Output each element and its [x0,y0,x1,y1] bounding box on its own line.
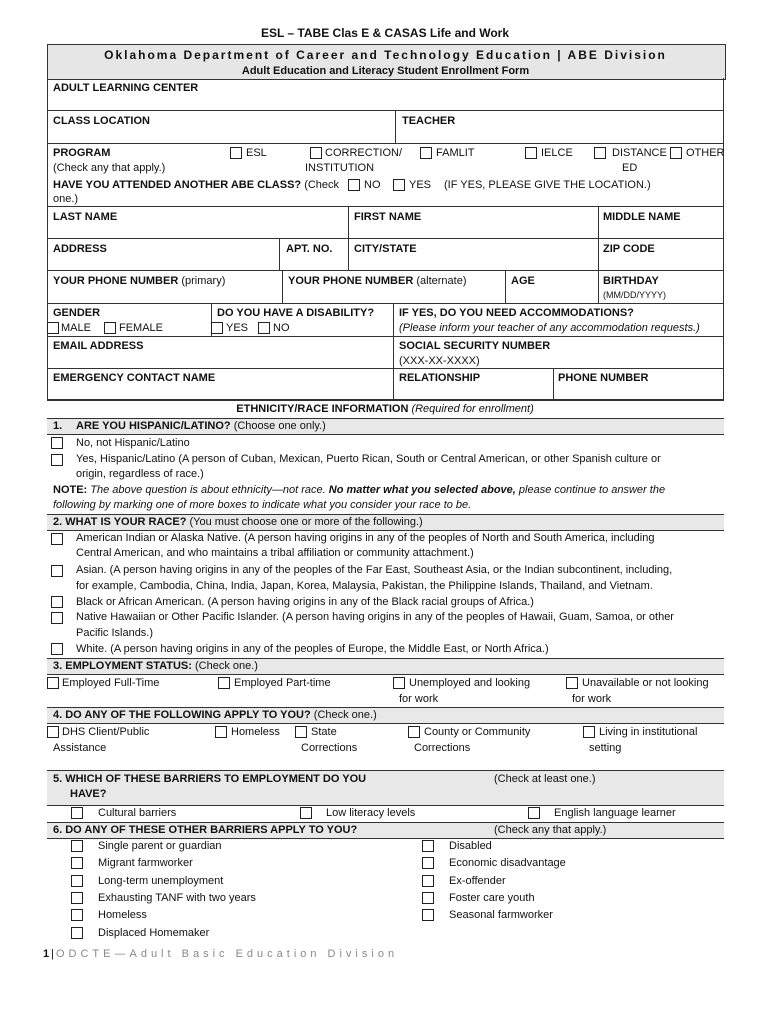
q1-question [76,420,326,432]
cultural-barriers-checkbox[interactable] [71,807,83,819]
q4-note: (Check one.) [313,709,377,721]
attended-no-label: NO [364,179,381,191]
phone-number-label: PHONE NUMBER [558,372,649,384]
race-asian-label-2: for example, Cambodia, China, India, Japan, Korea, Malaysia, Pakistan, the Philippine Islands, Thailand, and Vietnam. [76,580,653,592]
hispanic-yes-label-2: origin, regardless of race.) [76,468,204,480]
employed-part-time-label: Employed Part-time [234,677,331,689]
adult-learning-center-label: ADULT LEARNING CENTER [53,82,199,94]
race-hawaiian-label-2: Pacific Islands.) [76,627,154,639]
email-label: EMAIL ADDRESS [53,340,144,352]
disability-yes-checkbox[interactable] [211,322,223,334]
barrier-homeless-label: Homeless [98,909,147,921]
barrier-foster-checkbox[interactable] [422,892,434,904]
barrier-displaced-checkbox[interactable] [71,927,83,939]
hispanic-no-checkbox[interactable] [51,437,63,449]
unavailable-label-2: for work [572,693,612,705]
row-line [47,270,724,271]
birthday-label: BIRTHDAY [603,275,659,287]
attended-location-note: (IF YES, PLEASE GIVE THE LOCATION.) [444,179,651,191]
q5-note: (Check at least one.) [494,773,596,785]
q6-note: (Check any that apply.) [494,824,607,836]
attended-check-note: (Check [304,179,340,191]
barrier-homeless-checkbox[interactable] [71,909,83,921]
gender-male-checkbox[interactable] [47,322,59,334]
unemployed-checkbox[interactable] [393,677,405,689]
english-learner-label: English language learner [554,807,676,819]
q2-question [53,516,423,528]
col-line [553,368,554,400]
program-label: PROGRAM [53,147,111,159]
dhs-client-label-2: Assistance [53,742,107,754]
ssn-format: (XXX-XX-XXXX) [399,355,480,367]
row-line [47,336,724,337]
row-line [47,368,724,369]
q3-question [53,660,258,672]
note-text-a: The above question is about ethnicity—not race. [90,484,326,496]
first-name-label: FIRST NAME [354,211,422,223]
attended-label: HAVE YOU ATTENDED ANOTHER ABE CLASS? [53,179,302,191]
barrier-seasonal-checkbox[interactable] [422,909,434,921]
program-ed-label: ED [622,162,638,174]
attended-yes-checkbox[interactable] [393,179,405,191]
q4-question [53,709,377,721]
institutional-setting-label-2: setting [589,742,622,754]
program-other-label: OTHER [686,147,725,159]
barrier-migrant-checkbox[interactable] [71,857,83,869]
program-famlit-checkbox[interactable] [420,147,432,159]
state-corrections-label: State [311,726,337,738]
race-black-checkbox[interactable] [51,596,63,608]
unemployed-label-2: for work [399,693,439,705]
ethnicity-note [53,484,665,496]
phone-primary [53,275,225,287]
race-american-indian-checkbox[interactable] [51,533,63,545]
unemployed-label: Unemployed and looking [409,677,531,689]
apt-no-label: APT. NO. [286,243,333,255]
barrier-long-term-checkbox[interactable] [71,875,83,887]
phone-alternate [288,275,467,287]
row-line [47,110,724,111]
row-line [47,400,724,401]
note-text-c: please continue to answer the [518,484,666,496]
barrier-economic-label: Economic disadvantage [449,857,566,869]
note-label: NOTE: [53,484,88,496]
col-line [348,206,349,270]
form-title: Adult Education and Literacy Student Enrollment Form [241,65,530,77]
program-famlit-label: FAMLIT [436,147,475,159]
birthday-format: (MM/DD/YYYY) [603,290,666,300]
race-hawaiian-checkbox[interactable] [51,612,63,624]
q1-note: (Choose one only.) [233,420,326,432]
state-corrections-checkbox[interactable] [295,726,307,738]
gender-female-label: FEMALE [119,322,164,334]
race-hawaiian-label: Native Hawaiian or Other Pacific Islander. (A person having origins in any of the peoples of Hawaii, Guam, Samoa, or other [76,611,674,623]
q3-label: 3. EMPLOYMENT STATUS: [53,660,192,672]
zip-code-label: ZIP CODE [603,243,655,255]
program-institution-label: INSTITUTION [305,162,375,174]
hispanic-yes-checkbox[interactable] [51,454,63,466]
barrier-disabled-label: Disabled [449,840,492,852]
address-label: ADDRESS [53,243,107,255]
relationship-label: RELATIONSHIP [399,372,481,384]
employed-full-time-checkbox[interactable] [47,677,59,689]
q2-note: (You must choose one or more of the following.) [189,516,423,528]
program-correction-checkbox[interactable] [310,147,322,159]
disability-no-checkbox[interactable] [258,322,270,334]
low-literacy-checkbox[interactable] [300,807,312,819]
race-white-checkbox[interactable] [51,643,63,655]
barrier-displaced-label: Displaced Homemaker [98,927,210,939]
middle-name-label: MIDDLE NAME [603,211,681,223]
ethnicity-header-label: ETHNICITY/RACE INFORMATION [236,403,409,415]
employed-part-time-checkbox[interactable] [218,677,230,689]
ethnicity-note-2: following by marking one of more boxes to indicate what you consider your race to be. [53,499,472,511]
program-note: (Check any that apply.) [53,162,166,174]
ssn-label: SOCIAL SECURITY NUMBER [399,340,551,352]
department-title: Oklahoma Department of Career and Technology Education | ABE Division [104,48,667,62]
ethnicity-header-note: (Required for enrollment) [411,403,534,415]
barrier-single-parent-checkbox[interactable] [71,840,83,852]
dhs-client-label: DHS Client/Public [62,726,150,738]
barrier-foster-label: Foster care youth [449,892,535,904]
employed-full-time-label: Employed Full-Time [62,677,160,689]
accommodations-label: IF YES, DO YOU NEED ACCOMMODATIONS? [399,307,634,319]
col-line [395,110,396,143]
page-number: 1 [43,948,50,960]
gender-female-checkbox[interactable] [104,322,116,334]
page-footer [43,948,398,960]
attended-no-checkbox[interactable] [348,179,360,191]
disability-label: DO YOU HAVE A DISABILITY? [217,307,375,319]
barrier-disabled-checkbox[interactable] [422,840,434,852]
gender-label: GENDER [53,307,101,319]
race-asian-checkbox[interactable] [51,565,63,577]
col-line [279,238,280,270]
barrier-ex-offender-checkbox[interactable] [422,875,434,887]
barrier-tanf-label: Exhausting TANF with two years [98,892,256,904]
ethnicity-header [0,403,770,415]
q6-label: 6. DO ANY OF THESE OTHER BARRIERS APPLY TO YOU? [53,824,358,836]
institutional-setting-label: Living in institutional [599,726,698,738]
last-name-label: LAST NAME [53,211,118,223]
county-corrections-label-2: Corrections [414,742,471,754]
barrier-economic-checkbox[interactable] [422,857,434,869]
city-state-label: CITY/STATE [354,243,417,255]
program-esl-checkbox[interactable] [230,147,242,159]
row-line [47,143,724,144]
q5-label: 5. WHICH OF THESE BARRIERS TO EMPLOYMENT DO YOU [53,773,367,785]
col-line [282,270,283,303]
state-corrections-label-2: Corrections [301,742,358,754]
program-other-checkbox[interactable] [670,147,682,159]
teacher-label: TEACHER [402,115,456,127]
race-white-label: White. (A person having origins in any of the peoples of Europe, the Middle East, or North Africa.) [76,643,549,655]
low-literacy-label: Low literacy levels [326,807,416,819]
disability-no-label: NO [273,322,290,334]
race-black-label: Black or African American. (A person having origins in any of the Black racial groups of Africa.) [76,596,534,608]
gender-male-label: MALE [61,322,91,334]
race-asian-label: Asian. (A person having origins in any of the peoples of the Far East, Southeast Asia, or the Indian subcontinent, including, [76,564,673,576]
cultural-barriers-label: Cultural barriers [98,807,177,819]
col-line [505,270,506,303]
q1-number: 1. [53,420,63,432]
q1-label: ARE YOU HISPANIC/LATINO? [76,420,231,432]
barrier-single-parent-label: Single parent or guardian [98,840,222,852]
institutional-setting-checkbox[interactable] [583,726,595,738]
phone-primary-note: (primary) [181,275,226,287]
class-location-label: CLASS LOCATION [53,115,150,127]
col-line [598,206,599,303]
dhs-client-checkbox[interactable] [47,726,59,738]
age-label: AGE [511,275,535,287]
race-american-indian-label-2: Central American, and who maintains a tribal affiliation or community attachment.) [76,547,474,559]
disability-yes-label: YES [226,322,249,334]
col-line [393,303,394,400]
english-learner-checkbox[interactable] [528,807,540,819]
program-esl-label: ESL [246,147,267,159]
hispanic-no-label: No, not Hispanic/Latino [76,437,190,449]
unavailable-label: Unavailable or not looking [582,677,709,689]
emergency-contact-label: EMERGENCY CONTACT NAME [53,372,216,384]
row-line [47,238,724,239]
barrier-tanf-checkbox[interactable] [71,892,83,904]
phone-alternate-label: YOUR PHONE NUMBER [288,275,414,287]
phone-alternate-note: (alternate) [416,275,467,287]
q2-label: 2. WHAT IS YOUR RACE? [53,516,187,528]
footer-text: ODCTE—Adult Basic Education Division [55,948,399,960]
note-text-b: No matter what you selected above, [328,484,516,496]
phone-primary-label: YOUR PHONE NUMBER [53,275,179,287]
q4-label: 4. DO ANY OF THE FOLLOWING APPLY TO YOU? [53,709,311,721]
homeless-apply-checkbox[interactable] [215,726,227,738]
q3-note: (Check one.) [195,660,258,672]
attended-question [53,179,339,191]
program-ielce-checkbox[interactable] [525,147,537,159]
program-ielce-label: IELCE [541,147,573,159]
q5-label-2: HAVE? [70,788,107,800]
barrier-long-term-label: Long-term unemployment [98,875,224,887]
program-distance-checkbox[interactable] [594,147,606,159]
attended-yes-label: YES [409,179,432,191]
barrier-migrant-label: Migrant farmworker [98,857,193,869]
program-correction-label: CORRECTION/ [325,147,402,159]
footer-separator: | [51,948,54,960]
barrier-ex-offender-label: Ex-offender [449,875,506,887]
top-title: ESL – TABE Clas E & CASAS Life and Work [260,26,510,40]
program-distance-label: DISTANCE [612,147,667,159]
county-corrections-checkbox[interactable] [408,726,420,738]
unavailable-checkbox[interactable] [566,677,578,689]
hispanic-yes-label: Yes, Hispanic/Latino (A person of Cuban, Mexican, Puerto Rican, South or Central American, or other Spanish culture or [76,453,661,465]
accommodations-note: (Please inform your teacher of any accommodation requests.) [399,322,700,334]
race-american-indian-label: American Indian or Alaska Native. (A person having origins in any of the peoples of North and South America, including [76,532,655,544]
attended-one-note: one.) [53,193,79,205]
row-line [47,206,724,207]
row-line [47,303,724,304]
barrier-seasonal-label: Seasonal farmworker [449,909,553,921]
homeless-apply-label: Homeless [231,726,280,738]
county-corrections-label: County or Community [424,726,531,738]
